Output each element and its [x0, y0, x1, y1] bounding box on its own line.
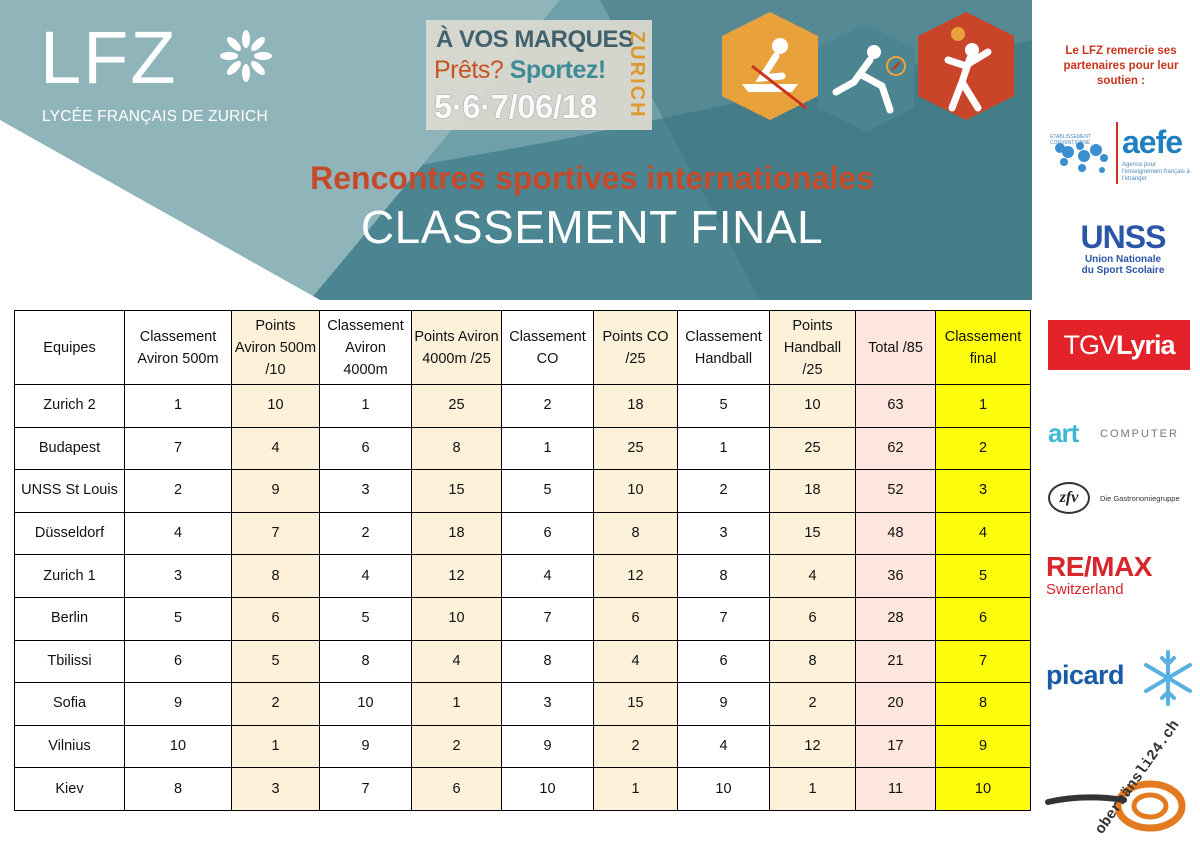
rank-co-cell: 3	[502, 683, 594, 726]
zfv-logo	[1048, 482, 1198, 516]
team-cell: Sofia	[15, 683, 125, 726]
rank-rowing-4000-cell: 10	[320, 683, 412, 726]
header-cell: Classement CO	[502, 311, 594, 385]
total-cell: 48	[856, 512, 936, 555]
final-rank-cell: 5	[936, 555, 1031, 598]
rank-rowing-4000-cell: 9	[320, 725, 412, 768]
points-handball-cell: 1	[770, 768, 856, 811]
points-co-cell: 10	[594, 470, 678, 513]
page-subtitle: Rencontres sportives internationales	[310, 160, 874, 196]
remax-sub: Switzerland	[1046, 581, 1124, 598]
unss-logo	[1058, 220, 1188, 280]
asterisk-star-icon	[218, 28, 274, 84]
rowing-hex-icon	[722, 12, 818, 120]
points-rowing-500-cell: 8	[232, 555, 320, 598]
aefe-small-right: Agence pour l'enseignement français à l'étranger	[1122, 162, 1190, 182]
points-rowing-4000-cell: 8	[412, 427, 502, 470]
rank-handball-cell: 9	[678, 683, 770, 726]
ober-name: oberhänsli24.ch	[1092, 717, 1184, 838]
rank-rowing-4000-cell: 7	[320, 768, 412, 811]
sponsors-thanks: Le LFZ remercie ses partenaires pour leur soutien :	[1063, 45, 1179, 87]
points-rowing-500-cell: 2	[232, 683, 320, 726]
points-rowing-4000-cell: 4	[412, 640, 502, 683]
final-rank-cell: 6	[936, 597, 1031, 640]
total-cell: 28	[856, 597, 936, 640]
rank-rowing-500-cell: 5	[125, 597, 232, 640]
header-cell: Points Aviron 4000m /25	[412, 311, 502, 385]
zfv-mark: zfv	[1048, 482, 1090, 514]
header-cell: Points Handball /25	[770, 311, 856, 385]
rank-co-cell: 1	[502, 427, 594, 470]
rank-handball-cell: 6	[678, 640, 770, 683]
rank-rowing-4000-cell: 4	[320, 555, 412, 598]
tgv-lyria-text	[1048, 320, 1190, 370]
rank-co-cell: 2	[502, 385, 594, 428]
team-cell: Zurich 2	[15, 385, 125, 428]
zfv-sub: Die Gastronomiegruppe	[1100, 494, 1180, 503]
remax-logo	[1046, 552, 1196, 602]
table-row	[15, 555, 1031, 598]
points-handball-cell: 18	[770, 470, 856, 513]
points-handball-cell: 15	[770, 512, 856, 555]
header-cell: Classement Aviron 500m	[125, 311, 232, 385]
points-co-cell: 15	[594, 683, 678, 726]
unss-line1: Union Nationale	[1084, 254, 1162, 265]
points-co-cell: 4	[594, 640, 678, 683]
table-row	[15, 597, 1031, 640]
team-cell: Düsseldorf	[15, 512, 125, 555]
art-computer-logo	[1048, 418, 1198, 448]
header-cell: Equipes	[15, 311, 125, 385]
team-cell: UNSS St Louis	[15, 470, 125, 513]
rank-handball-cell: 4	[678, 725, 770, 768]
points-handball-cell: 4	[770, 555, 856, 598]
event-line2-b: Sportez!	[509, 56, 606, 84]
rank-rowing-4000-cell: 2	[320, 512, 412, 555]
header-banner	[0, 0, 1032, 300]
rank-rowing-4000-cell: 1	[320, 385, 412, 428]
table-row	[15, 385, 1031, 428]
points-co-cell: 18	[594, 385, 678, 428]
tgv-b: Lyria	[1115, 330, 1175, 360]
points-co-cell: 8	[594, 512, 678, 555]
points-co-cell: 12	[594, 555, 678, 598]
tgv-lyria-logo	[1048, 320, 1190, 370]
orienteering-hex-icon	[818, 24, 914, 132]
aefe-divider	[1116, 122, 1118, 184]
final-rank-cell: 10	[936, 768, 1031, 811]
standings-body	[15, 385, 1031, 811]
event-date: 5·6·7/06/18	[434, 88, 598, 125]
points-handball-cell: 2	[770, 683, 856, 726]
rank-handball-cell: 10	[678, 768, 770, 811]
rank-rowing-4000-cell: 3	[320, 470, 412, 513]
final-rank-cell: 7	[936, 640, 1031, 683]
points-co-cell: 1	[594, 768, 678, 811]
points-rowing-4000-cell: 2	[412, 725, 502, 768]
rank-rowing-500-cell: 10	[125, 725, 232, 768]
total-cell: 36	[856, 555, 936, 598]
rank-rowing-500-cell: 6	[125, 640, 232, 683]
points-rowing-500-cell: 5	[232, 640, 320, 683]
table-row	[15, 470, 1031, 513]
final-rank-cell: 9	[936, 725, 1031, 768]
lfz-letters: LFZ	[40, 16, 178, 99]
table-row	[15, 683, 1031, 726]
handball-hex-icon	[918, 12, 1014, 120]
header-cell: Classement Aviron 4000m	[320, 311, 412, 385]
aefe-name: aefe	[1122, 124, 1183, 160]
tgv-a: TGV	[1063, 330, 1116, 360]
table-row	[15, 640, 1031, 683]
rank-handball-cell: 5	[678, 385, 770, 428]
points-rowing-4000-cell: 10	[412, 597, 502, 640]
picard-logo	[1046, 648, 1196, 708]
aefe-logo	[1050, 118, 1190, 188]
points-rowing-500-cell: 6	[232, 597, 320, 640]
event-line2	[434, 56, 606, 85]
header-cell: Classement Handball	[678, 311, 770, 385]
points-handball-cell: 6	[770, 597, 856, 640]
header-cell: Total /85	[856, 311, 936, 385]
rank-rowing-500-cell: 8	[125, 768, 232, 811]
team-cell: Berlin	[15, 597, 125, 640]
table-row	[15, 725, 1031, 768]
rank-co-cell: 6	[502, 512, 594, 555]
team-cell: Tbilissi	[15, 640, 125, 683]
header-cell: Points CO /25	[594, 311, 678, 385]
team-cell: Budapest	[15, 427, 125, 470]
points-co-cell: 6	[594, 597, 678, 640]
rank-co-cell: 7	[502, 597, 594, 640]
table-row	[15, 768, 1031, 811]
unss-line2: du Sport Scolaire	[1081, 265, 1165, 276]
event-badge	[426, 20, 652, 130]
lfz-logo	[40, 18, 270, 138]
event-line1: À VOS MARQUES	[436, 26, 634, 53]
rank-handball-cell: 2	[678, 470, 770, 513]
rank-rowing-500-cell: 9	[125, 683, 232, 726]
rank-handball-cell: 8	[678, 555, 770, 598]
total-cell: 21	[856, 640, 936, 683]
event-line2-a: Prêts?	[434, 56, 504, 84]
points-handball-cell: 8	[770, 640, 856, 683]
event-city: ZURICH	[626, 31, 648, 119]
sponsors-column	[1038, 0, 1200, 846]
unss-name: UNSS	[1080, 219, 1166, 255]
total-cell: 63	[856, 385, 936, 428]
rank-rowing-500-cell: 1	[125, 385, 232, 428]
points-rowing-4000-cell: 15	[412, 470, 502, 513]
rank-rowing-4000-cell: 8	[320, 640, 412, 683]
final-rank-cell: 8	[936, 683, 1031, 726]
rank-co-cell: 5	[502, 470, 594, 513]
rank-rowing-500-cell: 3	[125, 555, 232, 598]
team-cell: Kiev	[15, 768, 125, 811]
final-rank-cell: 3	[936, 470, 1031, 513]
lfz-subtitle: LYCÉE FRANÇAIS DE ZURICH	[42, 108, 268, 125]
total-cell: 52	[856, 470, 936, 513]
points-rowing-500-cell: 7	[232, 512, 320, 555]
rank-rowing-500-cell: 7	[125, 427, 232, 470]
header-cell: Classement final	[936, 311, 1031, 385]
rank-handball-cell: 3	[678, 512, 770, 555]
picard-name: picard	[1046, 660, 1125, 690]
rank-handball-cell: 1	[678, 427, 770, 470]
rank-rowing-500-cell: 4	[125, 512, 232, 555]
rank-co-cell: 4	[502, 555, 594, 598]
points-rowing-500-cell: 1	[232, 725, 320, 768]
remax-name: RE/MAX	[1046, 551, 1152, 582]
total-cell: 20	[856, 683, 936, 726]
sport-hexagons	[722, 12, 1022, 132]
oberhaensli-logo	[1044, 717, 1200, 840]
points-rowing-4000-cell: 12	[412, 555, 502, 598]
rank-co-cell: 10	[502, 768, 594, 811]
snowflake-icon	[1138, 648, 1198, 708]
points-handball-cell: 25	[770, 427, 856, 470]
points-handball-cell: 12	[770, 725, 856, 768]
art-name: art	[1048, 418, 1079, 448]
total-cell: 17	[856, 725, 936, 768]
final-rank-cell: 1	[936, 385, 1031, 428]
standings-table-wrap	[14, 310, 1030, 810]
points-rowing-4000-cell: 6	[412, 768, 502, 811]
points-rowing-4000-cell: 25	[412, 385, 502, 428]
points-handball-cell: 10	[770, 385, 856, 428]
aefe-small-left: ÉTABLISSEMENT CONVENTIONNÉ	[1050, 134, 1091, 146]
points-rowing-4000-cell: 18	[412, 512, 502, 555]
art-sub: COMPUTER	[1100, 428, 1179, 440]
rank-rowing-4000-cell: 6	[320, 427, 412, 470]
rank-co-cell: 9	[502, 725, 594, 768]
team-cell: Zurich 1	[15, 555, 125, 598]
total-cell: 11	[856, 768, 936, 811]
points-co-cell: 2	[594, 725, 678, 768]
header-cell: Points Aviron 500m /10	[232, 311, 320, 385]
final-rank-cell: 2	[936, 427, 1031, 470]
final-rank-cell: 4	[936, 512, 1031, 555]
standings-table	[14, 310, 1031, 811]
rank-handball-cell: 7	[678, 597, 770, 640]
total-cell: 62	[856, 427, 936, 470]
page-title: CLASSEMENT FINAL	[360, 201, 824, 253]
table-header-row	[15, 311, 1031, 385]
rank-rowing-500-cell: 2	[125, 470, 232, 513]
table-row	[15, 427, 1031, 470]
table-row	[15, 512, 1031, 555]
points-rowing-500-cell: 10	[232, 385, 320, 428]
points-rowing-500-cell: 9	[232, 470, 320, 513]
team-cell: Vilnius	[15, 725, 125, 768]
rank-co-cell: 8	[502, 640, 594, 683]
points-rowing-500-cell: 4	[232, 427, 320, 470]
points-co-cell: 25	[594, 427, 678, 470]
rank-rowing-4000-cell: 5	[320, 597, 412, 640]
points-rowing-500-cell: 3	[232, 768, 320, 811]
points-rowing-4000-cell: 1	[412, 683, 502, 726]
